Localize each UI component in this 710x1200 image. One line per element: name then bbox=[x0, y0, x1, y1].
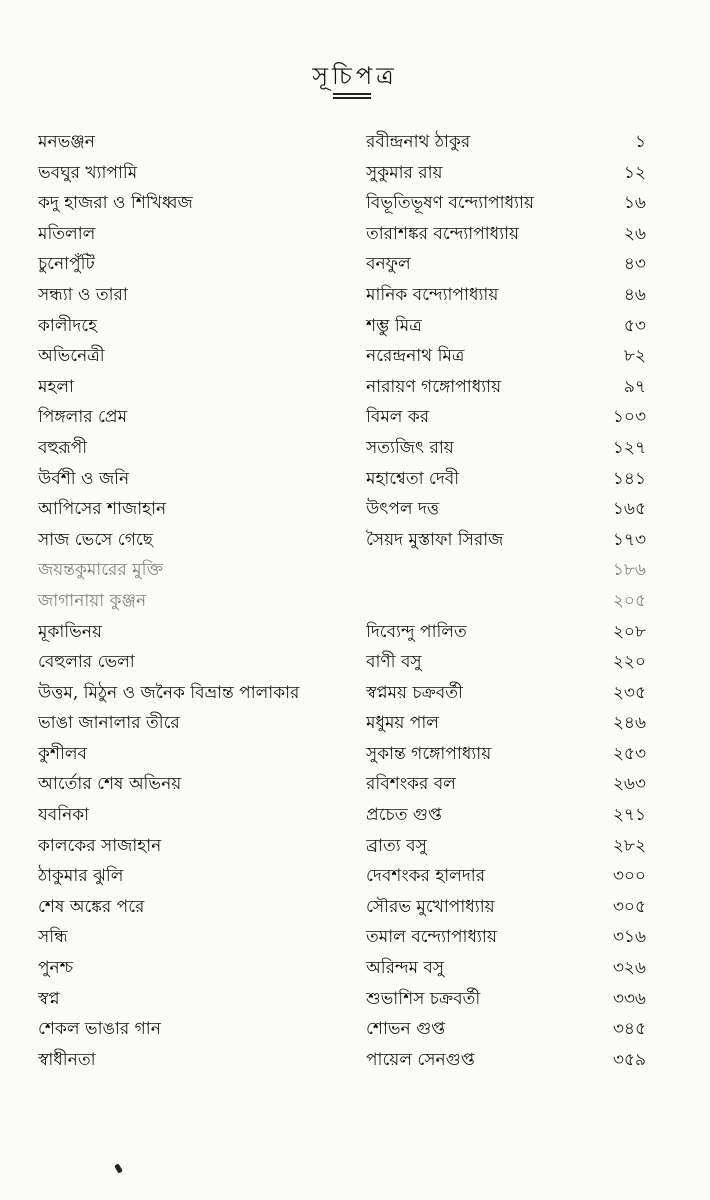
story-title: পুনশ্চ bbox=[38, 958, 74, 979]
title-underline bbox=[333, 97, 371, 99]
story-title: মনভঞ্জন bbox=[38, 132, 95, 152]
page-number: ১৮৬ bbox=[612, 560, 646, 581]
story-title: মূকাভিনয় bbox=[38, 621, 102, 642]
toc-entry bbox=[0, 800, 710, 831]
story-title: কুশীলব bbox=[38, 743, 87, 764]
story-title: পিঙ্গলার প্রেম bbox=[38, 407, 128, 428]
page-number: ৩০০ bbox=[612, 866, 646, 887]
author-name: নরেন্দ্রনাথ মিত্র bbox=[366, 346, 465, 367]
story-title: কালকের সাজাহান bbox=[38, 835, 162, 856]
story-title: স্বাধীনতা bbox=[38, 1049, 96, 1070]
toc-entry bbox=[0, 127, 710, 158]
page-number: ২৫৩ bbox=[612, 743, 646, 764]
toc-entry bbox=[0, 433, 710, 464]
author-name: বাণী বসু bbox=[366, 652, 422, 673]
story-title: কদু হাজরা ও শিখিধ্বজ bbox=[38, 193, 193, 214]
toc-entry bbox=[0, 617, 710, 648]
story-title: অভিনেত্রী bbox=[38, 346, 105, 367]
story-title: জাগানায়া কুঞ্জন bbox=[38, 590, 147, 611]
story-title: মহলা bbox=[38, 376, 74, 397]
toc-entry bbox=[0, 555, 710, 586]
page-number: ২৪৬ bbox=[612, 713, 646, 734]
page-number: ১৪১ bbox=[612, 468, 646, 489]
toc-entry bbox=[0, 525, 710, 556]
story-title: স্বপ্ন bbox=[38, 988, 60, 1009]
author-name: সুকান্ত গঙ্গোপাধ্যায় bbox=[366, 743, 492, 764]
page-number: ১২৭ bbox=[612, 437, 646, 458]
page-number: ৩২৬ bbox=[612, 958, 646, 979]
author-name: মহাশ্বেতা দেবী bbox=[366, 468, 460, 489]
story-title: ভবঘুর খ্যাপামি bbox=[38, 162, 138, 183]
toc-entry bbox=[0, 892, 710, 923]
toc-entry bbox=[0, 1045, 710, 1076]
toc-entry bbox=[0, 769, 710, 800]
toc-entry bbox=[0, 678, 710, 709]
page-number: ২০৫ bbox=[612, 590, 646, 611]
toc-entry bbox=[0, 708, 710, 739]
page-number: ৮২ bbox=[623, 346, 646, 367]
story-title: মতিলাল bbox=[38, 223, 96, 244]
author-name: বনফুল bbox=[366, 254, 411, 275]
table-of-contents bbox=[0, 127, 710, 1075]
author-name: প্রচেত গুপ্ত bbox=[366, 805, 442, 826]
author-name: সুকুমার রায় bbox=[366, 162, 443, 183]
page-number: ৩০৫ bbox=[612, 896, 646, 917]
toc-entry bbox=[0, 311, 710, 342]
story-title: কালীদহে bbox=[38, 315, 98, 336]
author-name: শোভন গুপ্ত bbox=[366, 1019, 446, 1040]
toc-entry bbox=[0, 922, 710, 953]
story-title: বহুরূপী bbox=[38, 437, 88, 458]
page-number: ২৬ bbox=[623, 223, 646, 244]
toc-entry bbox=[0, 739, 710, 770]
page-number: ৫৩ bbox=[623, 315, 646, 336]
toc-entry bbox=[0, 341, 710, 372]
toc-entry bbox=[0, 402, 710, 433]
story-title: সাজ ভেসে গেছে bbox=[38, 529, 153, 550]
ink-mark bbox=[114, 1163, 123, 1173]
author-name: তমাল বন্দ্যোপাধ্যায় bbox=[366, 927, 497, 948]
toc-entry bbox=[0, 219, 710, 250]
author-name: উৎপল দত্ত bbox=[366, 499, 440, 520]
toc-entry bbox=[0, 586, 710, 617]
page-number: ৩৪৫ bbox=[612, 1019, 646, 1040]
author-name: পায়েল সেনগুপ্ত bbox=[366, 1049, 475, 1070]
page-number: ২৬৩ bbox=[612, 774, 646, 795]
author-name: মানিক বন্দ্যোপাধ্যায় bbox=[366, 284, 499, 305]
toc-entry bbox=[0, 464, 710, 495]
toc-entry bbox=[0, 372, 710, 403]
author-name: ব্রাত্য বসু bbox=[366, 835, 427, 856]
page-number: ১ bbox=[634, 132, 646, 152]
story-title: উত্তম, মিঠুন ও জনৈক বিভ্রান্ত পালাকার bbox=[38, 682, 300, 703]
story-title: চুনোপুঁটি bbox=[38, 254, 95, 275]
story-title: শেকল ভাঙার গান bbox=[38, 1019, 161, 1040]
page-number: ১৭৩ bbox=[612, 529, 646, 550]
page-number: ৪৩ bbox=[623, 254, 646, 275]
page-number: ৩৫৯ bbox=[612, 1049, 646, 1070]
author-name: অরিন্দম বসু bbox=[366, 958, 445, 979]
page-number: ৯৭ bbox=[623, 376, 646, 397]
page-number: ৪৬ bbox=[623, 284, 646, 305]
page-number: ২৮২ bbox=[612, 835, 646, 856]
toc-entry bbox=[0, 280, 710, 311]
page-title: সূচিপত্র bbox=[312, 62, 398, 90]
page-number: ৩১৬ bbox=[612, 927, 646, 948]
story-title: আর্তোর শেষ অভিনয় bbox=[38, 774, 182, 795]
story-title: ভাঙা জানালার তীরে bbox=[38, 713, 180, 734]
toc-entry bbox=[0, 249, 710, 280]
page-number: ২০৮ bbox=[612, 621, 646, 642]
toc-entry bbox=[0, 494, 710, 525]
story-title: সন্ধি bbox=[38, 927, 68, 948]
author-name: মধুময় পাল bbox=[366, 713, 439, 734]
author-name: শম্ভু মিত্র bbox=[366, 315, 422, 336]
toc-entry bbox=[0, 158, 710, 189]
author-name: সৈয়দ মুস্তাফা সিরাজ bbox=[366, 529, 504, 550]
story-title: উর্বশী ও জনি bbox=[38, 468, 130, 489]
author-name: স্বপ্নময় চক্রবর্তী bbox=[366, 682, 463, 703]
toc-entry bbox=[0, 647, 710, 678]
story-title: আপিসের শাজাহান bbox=[38, 499, 167, 520]
toc-entry bbox=[0, 984, 710, 1015]
author-name: দিব্যেন্দু পালিত bbox=[366, 621, 467, 642]
story-title: জয়ন্তকুমারের মুক্তি bbox=[38, 560, 163, 581]
page-number: ২৭১ bbox=[612, 805, 646, 826]
toc-entry bbox=[0, 1014, 710, 1045]
author-name: শুভাশিস চক্রবর্তী bbox=[366, 988, 481, 1009]
page-number: ২৩৫ bbox=[612, 682, 646, 703]
author-name: রবিশংকর বল bbox=[366, 774, 456, 795]
author-name: বিমল কর bbox=[366, 407, 430, 428]
author-name: নারায়ণ গঙ্গোপাধ্যায় bbox=[366, 376, 502, 397]
page-number: ১০৩ bbox=[612, 407, 646, 428]
author-name: সত্যজিৎ রায় bbox=[366, 437, 454, 458]
page-number: ১২ bbox=[623, 162, 646, 183]
title-underline bbox=[333, 93, 371, 95]
author-name: বিভূতিভূষণ বন্দ্যোপাধ্যায় bbox=[366, 193, 534, 214]
author-name: তারাশঙ্কর বন্দ্যোপাধ্যায় bbox=[366, 223, 520, 244]
story-title: শেষ অঙ্কের পরে bbox=[38, 896, 145, 917]
page-number: ১৬৫ bbox=[612, 499, 646, 520]
author-name: সৌরভ মুখোপাধ্যায় bbox=[366, 896, 495, 917]
author-name: দেবশংকর হালদার bbox=[366, 866, 486, 887]
page-number: ৩৩৬ bbox=[612, 988, 646, 1009]
toc-entry bbox=[0, 953, 710, 984]
page-number: ১৬ bbox=[623, 193, 646, 214]
story-title: ঠাকুমার ঝুলি bbox=[38, 866, 124, 887]
author-name: রবীন্দ্রনাথ ঠাকুর bbox=[366, 132, 471, 152]
toc-entry bbox=[0, 831, 710, 862]
page-number: ২২০ bbox=[612, 652, 646, 673]
story-title: সন্ধ্যা ও তারা bbox=[38, 284, 128, 305]
toc-entry bbox=[0, 188, 710, 219]
story-title: যবনিকা bbox=[38, 805, 90, 826]
story-title: বেহুলার ভেলা bbox=[38, 652, 135, 673]
toc-entry bbox=[0, 861, 710, 892]
